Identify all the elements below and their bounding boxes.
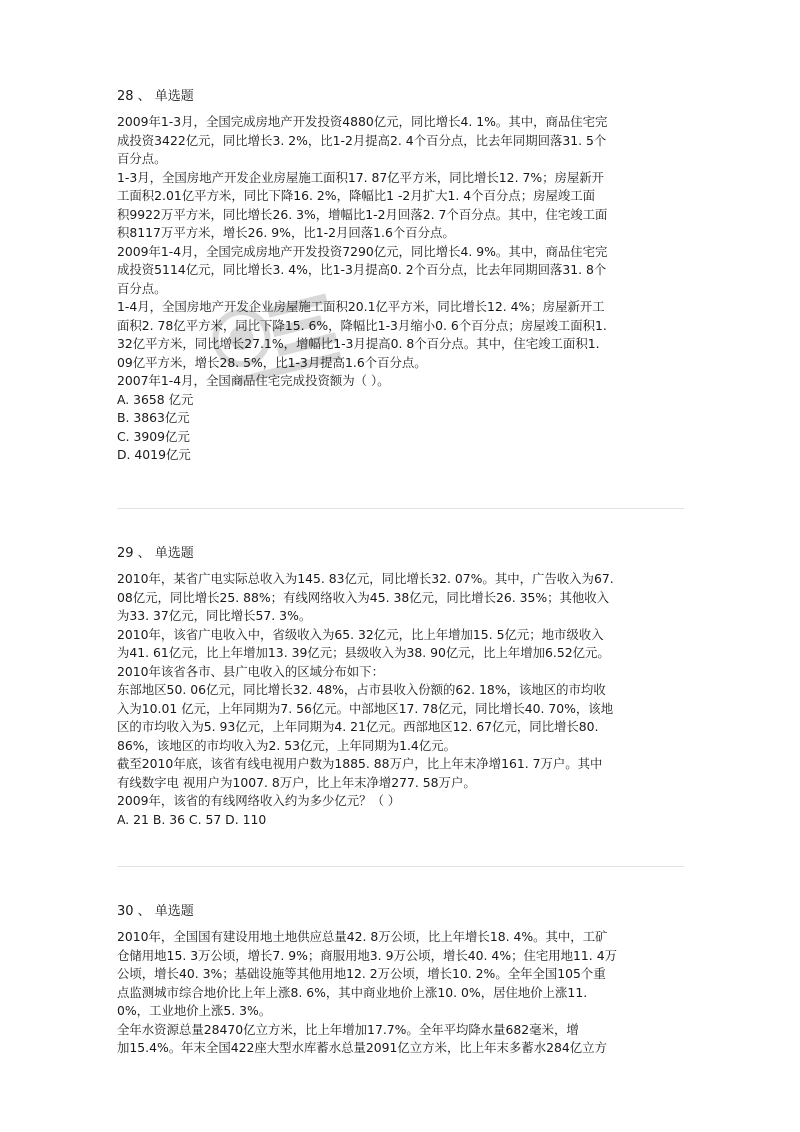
text-line: 百分点。	[117, 151, 167, 166]
option-a: A. 3658 亿元	[117, 391, 194, 407]
text-line: 1-4月，全国房地产开发企业房屋施工面积20.1亿平方米，同比增长12. 4%；房屋新开工	[117, 299, 605, 314]
text-line: 32亿平方米，同比增长27.1%，增幅比1-3月提高0. 8个百分点。其中，住宅竣工面积1.	[117, 336, 600, 351]
text-line: 积8117万平方米，增长26. 9%，比1-2月回落1.6个百分点。	[117, 225, 455, 240]
option-d: D. 4019亿元	[117, 447, 191, 462]
option-c: C. 3909亿元	[117, 428, 190, 444]
question-30	[117, 903, 687, 1058]
text-line: 2009年1-3月，全国完成房地产开发投资4880亿元，同比增长4. 1%。其中，商品住宅完	[117, 114, 608, 129]
text-line: 2010年，某省广电实际总收入为145. 83亿元，同比增长32. 07%。其中，广告收入为67.	[117, 571, 614, 586]
question-header: 30 、 单选题	[117, 904, 194, 919]
text-line: 09亿平方米，增长28. 5%，比1-3月提高1.6个百分点。	[117, 354, 427, 370]
question-header: 28 、 单选题	[117, 89, 194, 104]
text-line: 1-3月，全国房地产开发企业房屋施工面积17. 87亿平方米，同比增长12. 7%；房屋新开	[117, 169, 605, 185]
text-line: 公顷，增长40. 3%；基础设施等其他用地12. 2万公顷，增长10. 2%。全年全国105个重	[117, 966, 606, 981]
answer-options: A. 21 B. 36 C. 57 D. 110	[117, 811, 267, 827]
text-line: 2010年，该省广电收入中，省级收入为65. 32亿元，比上年增加15. 5亿元；地市级收入	[117, 626, 604, 642]
text-line: 0%，工业地价上涨5. 3%。	[117, 1003, 272, 1018]
text-line: 积9922万平方米，同比增长26. 3%，增幅比1-2月回落2. 7个百分点。其中，住宅竣工面	[117, 206, 608, 222]
text-line: 点监测城市综合地价比上年上涨8. 6%，其中商业地价上涨10. 0%，居住地价上涨11.	[117, 984, 588, 1000]
text-line: 为41. 61亿元，比上年增加13. 39亿元；县级收入为38. 90亿元，比上年增加6.52亿元。	[117, 645, 610, 660]
text-line: 面积2. 78亿平方米，同比下降15. 6%，降幅比1-3月缩小0. 6个百分点；房屋竣工面积1.	[117, 317, 607, 333]
text-line: 工面积2.01亿平方米，同比下降16. 2%，降幅比1 -2月扩大1. 4个百分点；房屋竣工面	[117, 188, 596, 203]
question-divider	[117, 866, 684, 867]
text-line: 08亿元，同比增长25. 88%；有线网络收入为45. 38亿元，同比增长26. 35%；其他收入	[117, 589, 610, 605]
text-line: 入为10.01 亿元，上年同期为7. 56亿元。中部地区17. 78亿元，同比增长40. 70%，该地	[117, 700, 614, 716]
text-line: 2010年该省各市、县广电收入的区域分布如下：	[117, 663, 384, 679]
text-line: 为33. 37亿元，同比增长57. 3%。	[117, 608, 312, 623]
question-29	[117, 545, 687, 829]
text-line: 成投资5114亿元，同比增长3. 4%，比1-3月提高0. 2个百分点，比去年同期回落31. 8个	[117, 262, 607, 277]
text-line: 仓储用地15. 3万公顷，增长7. 9%；商服用地3. 9万公顷，增长40. 4%；住宅用地11. 4万	[117, 947, 617, 963]
question-header: 29 、 单选题	[117, 546, 194, 561]
option-b: B. 3863亿元	[117, 410, 190, 425]
text-line: 86%，该地区的市均收入为2. 53亿元，上年同期为1.4亿元。	[117, 737, 456, 753]
question-prompt: 2009年，该省的有线网络收入约为多少亿元？（ ）	[117, 793, 401, 808]
text-line: 有线数字电 视用户为1007. 8万户，比上年末净增277. 58万户。	[117, 774, 476, 790]
text-line: 区的市均收入为5. 93亿元，上年同期为4. 21亿元。西部地区12. 67亿元，同比增长80.	[117, 719, 599, 734]
text-line: 2009年1-4月，全国完成房地产开发投资7290亿元，同比增长4. 9%。其中，商品住宅完	[117, 243, 608, 259]
text-line: 东部地区50. 06亿元，同比增长32. 48%，占市县收入份额的62. 18%，该地区的市均收	[117, 682, 606, 697]
question-divider	[117, 508, 684, 509]
question-body	[117, 928, 687, 1058]
text-line: 加15.4%。年末全国422座大型水库蓄水总量2091亿立方米，比上年末多蓄水284亿立方	[117, 1040, 607, 1055]
question-prompt: 2007年1-4月，全国商品住宅完成投资额为（ ）。	[117, 373, 390, 388]
text-line: 截至2010年底，该省有线电视用户数为1885. 88万户，比上年末净增161. 7万户。其中	[117, 756, 603, 771]
text-line: 全年水资源总量28470亿立方米，比上年增加17.7%。全年平均降水量682毫米，增	[117, 1021, 579, 1037]
text-line: 成投资3422亿元，同比增长3. 2%，比1-2月提高2. 4个百分点，比去年同期回落31. 5个	[117, 132, 607, 148]
text-line: 百分点。	[117, 280, 167, 296]
question-28	[117, 88, 687, 465]
question-body	[117, 570, 687, 829]
question-body	[117, 113, 687, 465]
text-line: 2010年，全国国有建设用地土地供应总量42. 8万公顷，比上年增长18. 4%。其中，工矿	[117, 929, 608, 944]
